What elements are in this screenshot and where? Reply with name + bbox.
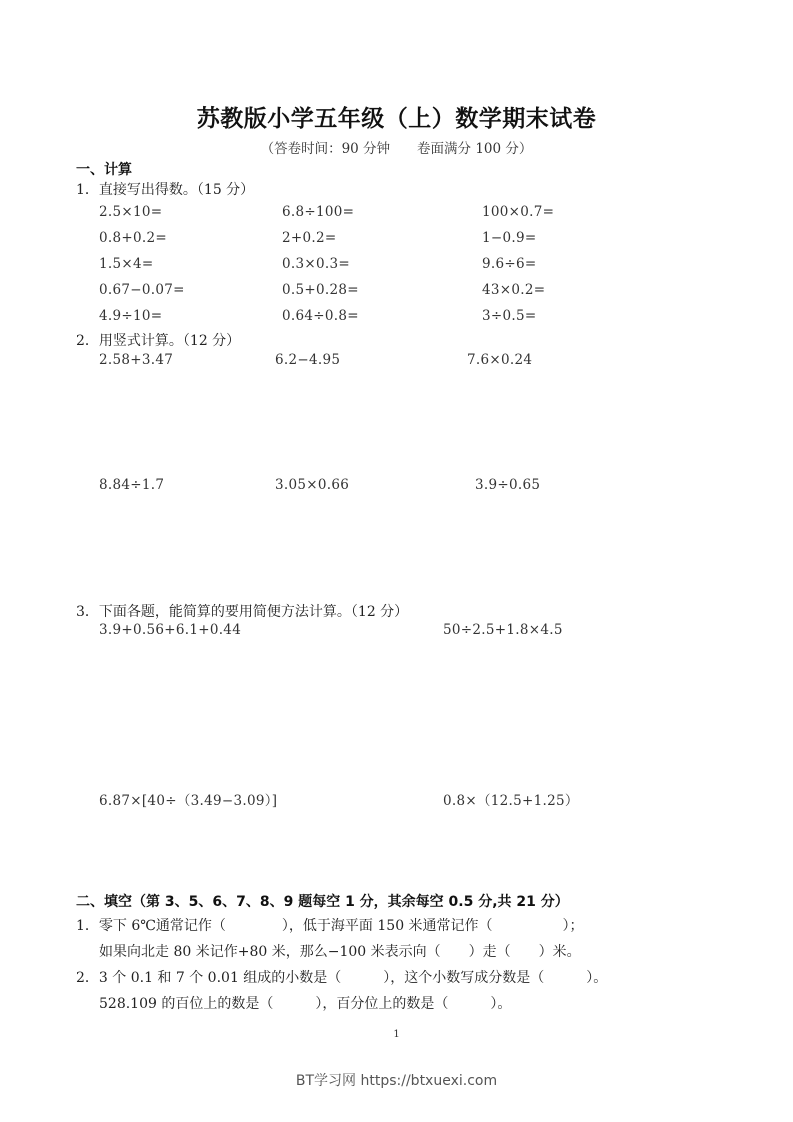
simplify-calc-item: 0.8×（12.5+1.25） <box>443 793 579 809</box>
vertical-calc-item: 8.84÷1.7 <box>99 477 165 493</box>
fill-blank-q2-line2: 528.109 的百位上的数是（ ），百分位上的数是（ ）。 <box>99 996 512 1012</box>
fill-blank-q2-line1: 2．3 个 0.1 和 7 个 0.01 组成的小数是（ ），这个小数写成分数是（ ）。 <box>76 970 608 986</box>
watermark: BT学习网 https://btxuexi.com <box>295 1073 498 1089</box>
mental-math-item: 43×0.2= <box>482 282 546 298</box>
section-2-heading: 二、填空（第 3、5、6、7、8、9 题每空 1 分，其余每空 0.5 分,共 21 分） <box>76 894 569 910</box>
page-number: 1 <box>393 1029 400 1040</box>
mental-math-item: 1.5×4= <box>99 256 154 272</box>
question-1-label: 1．直接写出得数。（15 分） <box>76 182 255 198</box>
mental-math-item: 1−0.9= <box>482 230 537 246</box>
question-3-label: 3．下面各题，能简算的要用简便方法计算。（12 分） <box>76 604 409 620</box>
mental-math-item: 9.6÷6= <box>482 256 537 272</box>
vertical-calc-item: 7.6×0.24 <box>467 352 533 368</box>
mental-math-item: 4.9÷10= <box>99 308 163 324</box>
mental-math-item: 0.64÷0.8= <box>282 308 359 324</box>
fill-blank-q1-line2: 如果向北走 80 米记作+80 米，那么−100 米表示向（ ）走（ ）米。 <box>99 944 581 960</box>
mental-math-item: 100×0.7= <box>482 204 555 220</box>
mental-math-item: 0.5+0.28= <box>282 282 359 298</box>
vertical-calc-item: 6.2−4.95 <box>275 352 341 368</box>
exam-info: （答卷时间：90 分钟 卷面满分 100 分） <box>260 141 533 157</box>
question-2-label: 2．用竖式计算。（12 分） <box>76 333 241 349</box>
mental-math-item: 0.3×0.3= <box>282 256 350 272</box>
mental-math-item: 0.8+0.2= <box>99 230 167 246</box>
mental-math-item: 2+0.2= <box>282 230 337 246</box>
simplify-calc-item: 50÷2.5+1.8×4.5 <box>443 622 563 638</box>
section-1-heading: 一、计算 <box>76 162 132 178</box>
mental-math-item: 2.5×10= <box>99 204 163 220</box>
fill-blank-q1-line1: 1．零下 6℃通常记作（ ），低于海平面 150 米通常记作（ ）； <box>76 918 584 934</box>
mental-math-item: 0.67−0.07= <box>99 282 185 298</box>
mental-math-item: 6.8÷100= <box>282 204 355 220</box>
vertical-calc-item: 3.05×0.66 <box>275 477 350 493</box>
simplify-calc-item: 3.9+0.56+6.1+0.44 <box>99 622 242 638</box>
mental-math-item: 3÷0.5= <box>482 308 537 324</box>
simplify-calc-item: 6.87×[40÷（3.49−3.09）] <box>99 793 278 809</box>
vertical-calc-item: 3.9÷0.65 <box>475 477 541 493</box>
vertical-calc-item: 2.58+3.47 <box>99 352 174 368</box>
page-title: 苏教版小学五年级（上）数学期末试卷 <box>196 106 597 132</box>
